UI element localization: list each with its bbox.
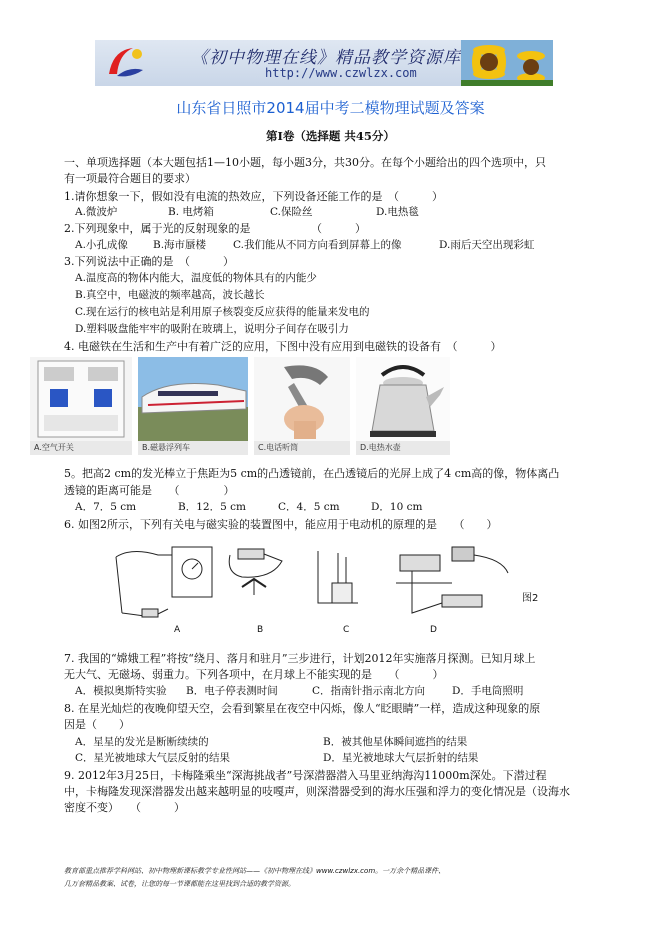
q7-stem-line-1: 7. 我国的“嫦娥工程”将按“绕月、落月和驻月”三步进行，计划2012年实施落月探测。已知月球上 xyxy=(64,652,536,665)
site-logo-icon xyxy=(103,44,147,82)
electric-kettle-icon xyxy=(356,357,450,441)
maglev-train-icon xyxy=(138,357,248,441)
q4-caption-c: C.电话听筒 xyxy=(254,441,350,455)
q6-fig-letter-b: B xyxy=(257,625,264,635)
q7-option-c: C．指南针指示南北方向 xyxy=(312,685,426,697)
q2-option-c: C.我们能从不同方向看到屏幕上的像 xyxy=(233,239,402,251)
q9-line-2: 中，卡梅隆发现深潜器发出越来越明显的吱嘎声，则深潜器受到的海水压强和浮力的变化情况是（设海水 xyxy=(64,785,570,798)
q4-figure-b xyxy=(138,357,248,455)
q4-caption-a: A.空气开关 xyxy=(30,441,132,455)
q5-stem-line-2: 透镜的距离可能是 （ ） xyxy=(64,484,235,497)
q3-option-b: B.真空中，电磁波的频率越高，波长越长 xyxy=(75,289,265,301)
q2-stem: 2.下列现象中，属于光的反射现象的是 （ ） xyxy=(64,222,366,235)
q5-option-c: C．4．5 cm xyxy=(278,501,340,513)
q4-figure-d xyxy=(356,357,450,455)
q3-option-a: A.温度高的物体内能大，温度低的物体具有的内能少 xyxy=(75,272,317,284)
q6-fig-letter-d: D xyxy=(430,625,437,635)
q6-figure xyxy=(112,543,542,639)
q8-stem-line-1: 8. 在星光灿烂的夜晚仰望天空，会看到繁星在夜空中闪烁，像人“眨眼睛”一样，造成这种现象的原 xyxy=(64,702,541,715)
q7-stem-line-2: 无大气、无磁场、弱重力。下列各项中，在月球上不能实现的是 （ ） xyxy=(64,668,444,681)
q4-figure-a xyxy=(30,357,132,455)
q9-line-1: 9. 2012年3月25日，卡梅隆乘坐“深海挑战者”号深潜器潜入马里亚纳海沟11000m深处。下潜过程 xyxy=(64,769,547,782)
q8-option-b: B．被其他星体瞬间遮挡的结果 xyxy=(323,736,468,748)
intro-line-2: 有一项最符合题目的要求） xyxy=(64,172,196,185)
q8-option-a: A．星星的发光是断断续续的 xyxy=(75,736,209,748)
q6-stem: 6. 如图2所示，下列有关电与磁实验的装置图中，能应用于电动机的原理的是 （ ） xyxy=(64,518,498,531)
q6-fig-letter-a: A xyxy=(174,625,181,635)
banner-url: http://www.czwlzx.com xyxy=(265,66,417,80)
footer-line-1: 教育部重点推荐学科网站、初中物理新课标教学专业性网站——《初中物理在线》www.czwlzx.com。一万余个精品课件、 xyxy=(64,867,446,875)
q6-fig-letter-c: C xyxy=(343,625,350,635)
q3-stem: 3.下列说法中正确的是 （ ） xyxy=(64,255,234,268)
q8-option-c: C．星光被地球大气层反射的结果 xyxy=(75,752,231,764)
air-switch-icon xyxy=(30,357,132,441)
q1-option-b: B. 电烤箱 xyxy=(168,206,214,218)
q4-caption-d: D.电热水壶 xyxy=(356,441,450,455)
q3-option-d: D.塑料吸盘能牢牢的吸附在玻璃上，说明分子间存在吸引力 xyxy=(75,323,349,335)
q5-option-b: B．12．5 cm xyxy=(178,501,246,513)
q5-stem-line-1: 5。把高2 cm的发光棒立于焦距为5 cm的凸透镜前，在凸透镜后的光屏上成了4 cm高的像，物体离凸 xyxy=(64,467,560,480)
q2-option-b: B.海市蜃楼 xyxy=(153,239,207,251)
telephone-receiver-icon xyxy=(254,357,350,441)
q8-option-d: D．星光被地球大气层折射的结果 xyxy=(323,752,479,764)
section-heading: 第Ⅰ卷（选择题 共45分） xyxy=(266,129,395,143)
q9-line-3: 密度不变） （ ） xyxy=(64,801,185,814)
q1-option-d: D.电热毯 xyxy=(376,206,419,218)
q5-option-d: D．10 cm xyxy=(371,501,423,513)
q3-option-c: C.现在运行的核电站是利用原子核裂变反应获得的能量来发电的 xyxy=(75,306,370,318)
intro-line-1: 一、单项选择题（本大题包括1—10小题，每小题3分，共30分。在每个小题给出的四个选项中，只 xyxy=(64,156,546,169)
banner-title: 《初中物理在线》精品教学资源库 xyxy=(191,48,461,68)
q2-option-d: D.雨后天空出现彩虹 xyxy=(439,239,535,251)
q4-figure-c xyxy=(254,357,350,455)
q8-stem-line-2: 因是（ ） xyxy=(64,718,130,731)
header-banner xyxy=(95,40,553,86)
q4-figure-row xyxy=(30,357,450,455)
q1-option-a: A.微波炉 xyxy=(75,206,118,218)
q2-option-a: A.小孔成像 xyxy=(75,239,128,251)
q5-option-a: A．7．5 cm xyxy=(75,501,137,513)
q4-caption-b: B.磁悬浮列车 xyxy=(138,441,248,455)
q7-option-a: A．模拟奥斯特实验 xyxy=(75,685,167,697)
footer-line-2: 几万套精品教案、试卷，让您的每一节课都能在这里找到合适的教学资源。 xyxy=(64,880,295,888)
electromagnetism-experiments-diagram xyxy=(112,543,512,623)
q6-figure-label: 图2 xyxy=(522,593,539,604)
document-title: 山东省日照市2014届中考二模物理试题及答案 xyxy=(176,99,485,117)
q1-stem: 1.请你想象一下，假如没有电流的热效应，下列设备还能工作的是 （ ） xyxy=(64,190,443,203)
q1-option-c: C.保险丝 xyxy=(270,206,313,218)
q4-stem: 4. 电磁铁在生活和生产中有着广泛的应用，下图中没有应用到电磁铁的设备有 （ ） xyxy=(64,340,502,353)
q7-option-b: B．电子停表测时间 xyxy=(186,685,278,697)
sunflower-icon xyxy=(461,40,553,86)
q7-option-d: D．手电筒照明 xyxy=(452,685,524,697)
